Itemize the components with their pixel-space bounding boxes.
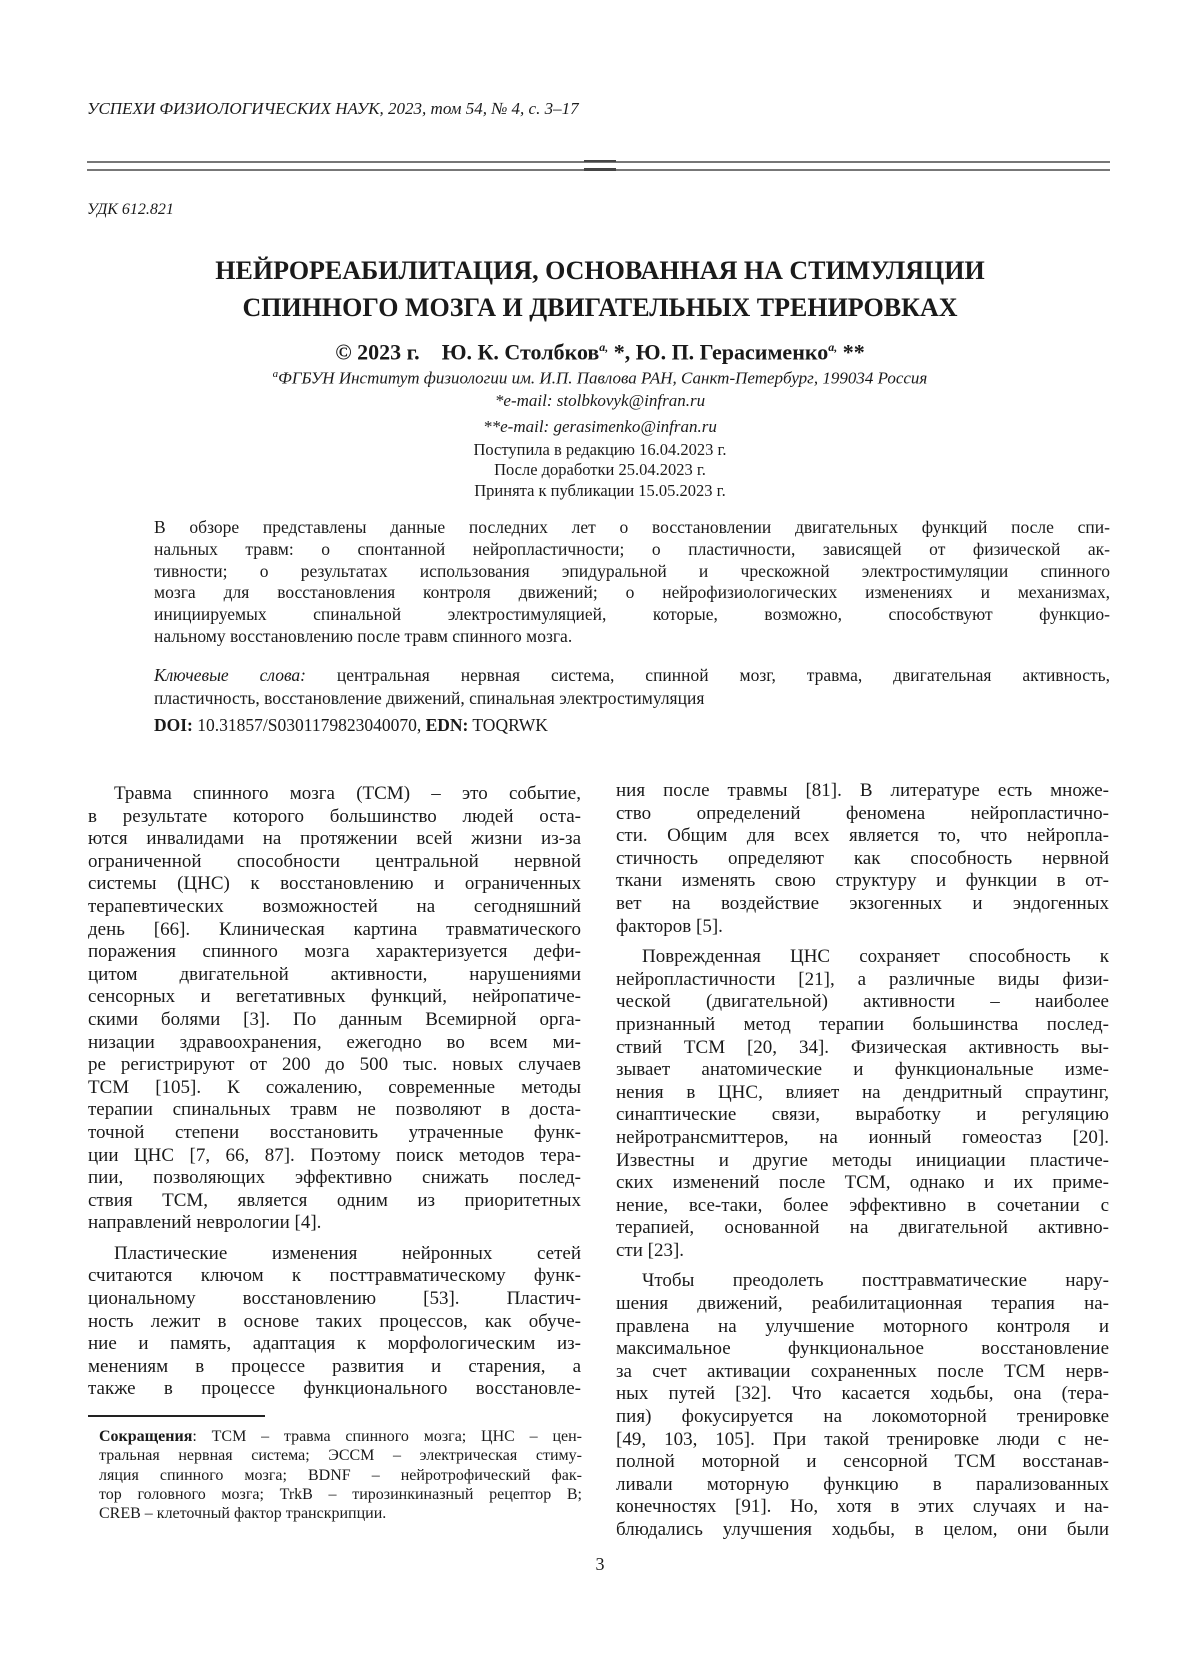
paragraph bbox=[616, 946, 1109, 1262]
text-line: Чтобы преодолеть посттравматические нару- bbox=[616, 1270, 1109, 1293]
keywords bbox=[154, 664, 1110, 710]
text-line: считаются ключом к посттравматическому функ- bbox=[88, 1265, 581, 1288]
text-line: вет на воздействие экзогенных и эндогенных bbox=[616, 893, 1109, 916]
text-line: ре регистрируют от 200 до 500 тыс. новых случаев bbox=[88, 1054, 581, 1077]
author-email[interactable]: *e-mail: stolbkovyk@infran.ru bbox=[0, 389, 1200, 413]
text-line: шения движений, реабилитационная терапия на- bbox=[616, 1293, 1109, 1316]
paragraph bbox=[616, 780, 1109, 938]
abstract-line: инициируемых спинальной электростимуляцией, которые, возможно, способствуют функцио- bbox=[154, 604, 1110, 626]
text-line: сенсорных и вегетативных функций, нейропатиче- bbox=[88, 986, 581, 1009]
footnote-line: тор головного мозга; TrkB – тирозинкиназный рецептор B; bbox=[99, 1485, 582, 1504]
keywords-label: Ключевые слова: bbox=[154, 665, 306, 685]
text-line: цитом двигательной активности, нарушениями bbox=[88, 964, 581, 987]
text-line: ство определений феномена нейропластично- bbox=[616, 803, 1109, 826]
text-line: факторов [5]. bbox=[616, 916, 1109, 939]
footnote-rule bbox=[88, 1415, 265, 1417]
text-line: ческой (двигательной) активности – наиболее bbox=[616, 991, 1109, 1014]
text-line: терапии спинальных травм не позволяют в доста- bbox=[88, 1099, 581, 1122]
text-line: зывает анатомические и функциональные изме- bbox=[616, 1059, 1109, 1082]
text-line: Поврежденная ЦНС сохраняет способность к bbox=[616, 946, 1109, 969]
footnote bbox=[99, 1427, 582, 1523]
text-line: направлений неврологии [4]. bbox=[88, 1212, 581, 1235]
edn-value: TOQRWK bbox=[468, 715, 548, 735]
paragraph bbox=[88, 1243, 581, 1401]
text-line: ТСМ [105]. К сожалению, современные методы bbox=[88, 1077, 581, 1100]
received-date: Поступила в редакцию 16.04.2023 г. bbox=[0, 440, 1200, 460]
revised-date: После доработки 25.04.2023 г. bbox=[0, 460, 1200, 480]
email-marker: ** bbox=[837, 339, 865, 364]
text-line: ткани изменять свою структуру и функции в от- bbox=[616, 870, 1109, 893]
text-line: стичность определяют как способность нервной bbox=[616, 848, 1109, 871]
text-line: Травма спинного мозга (ТСМ) – это событие, bbox=[88, 783, 581, 806]
paragraph bbox=[616, 1270, 1109, 1541]
edn-label: EDN: bbox=[426, 715, 469, 735]
text-line: правлена на улучшение моторного контроля и bbox=[616, 1316, 1109, 1339]
text-line: пии, позволяющих эффективно снижать послед- bbox=[88, 1167, 581, 1190]
udk-code: УДК 612.821 bbox=[87, 198, 174, 222]
copyright: © 2023 г. bbox=[335, 339, 419, 364]
header-rule-mark bbox=[584, 160, 616, 171]
text-line: также в процессе функционального восстановле- bbox=[88, 1378, 581, 1401]
author-name: Ю. К. Столбков bbox=[442, 339, 600, 364]
affil-marker: a, bbox=[599, 340, 608, 354]
footnote-text: : ТСМ – травма спинного мозга; ЦНС – цен- bbox=[192, 1428, 582, 1445]
title-line: НЕЙРОРЕАБИЛИТАЦИЯ, ОСНОВАННАЯ НА СТИМУЛЯЦИИ bbox=[0, 252, 1200, 289]
text-line: ются инвалидами на протяжении всей жизни из-за bbox=[88, 828, 581, 851]
affiliation bbox=[0, 362, 1200, 391]
keywords-line bbox=[154, 664, 1110, 687]
doi-label: DOI: bbox=[154, 715, 193, 735]
right-column bbox=[616, 780, 1109, 1550]
accepted-date: Принята к публикации 15.05.2023 г. bbox=[0, 481, 1200, 501]
text-line: точной степени восстановить утраченные функ- bbox=[88, 1122, 581, 1145]
keywords-line: пластичность, восстановление движений, спинальная электростимуляция bbox=[154, 687, 1110, 710]
keywords-text: центральная нервная система, спинной мозг, травма, двигательная активность, bbox=[306, 665, 1110, 685]
text-line: ность лежит в основе таких процессов, как обуче- bbox=[88, 1311, 581, 1334]
email-marker: *, bbox=[608, 339, 630, 364]
affil-marker: a, bbox=[828, 340, 837, 354]
text-line: сти. Общим для всех является то, что нейропла- bbox=[616, 825, 1109, 848]
abstract bbox=[154, 517, 1110, 648]
text-line: [49, 103, 105]. При такой тренировке люди с не- bbox=[616, 1429, 1109, 1452]
footnote-label: Сокращения bbox=[99, 1428, 192, 1445]
text-line: ние и память, адаптация к морфологическим из- bbox=[88, 1333, 581, 1356]
text-line: сти [23]. bbox=[616, 1240, 1109, 1263]
author-email[interactable]: **e-mail: gerasimenko@infran.ru bbox=[0, 415, 1200, 439]
text-line: нение, все-таки, более эффективно в сочетании с bbox=[616, 1195, 1109, 1218]
text-line: Известны и другие методы инициации пластиче- bbox=[616, 1150, 1109, 1173]
affiliation-text: ФГБУН Институт физиологии им. И.П. Павлова РАН, Санкт-Петербург, 199034 Россия bbox=[278, 369, 927, 388]
author-name: Ю. П. Герасименко bbox=[636, 339, 828, 364]
text-line: нейротрансмиттеров, на ионный гомеостаз [20]. bbox=[616, 1127, 1109, 1150]
text-line: ских изменений после ТСМ, однако и их приме- bbox=[616, 1172, 1109, 1195]
text-line: признанный метод терапии большинства послед- bbox=[616, 1014, 1109, 1037]
doi-line bbox=[154, 713, 548, 737]
text-line: за счет активации сохраненных после ТСМ нерв- bbox=[616, 1361, 1109, 1384]
authors-line bbox=[0, 334, 1200, 365]
abstract-line: тивности; о результатах использования эпидуральной и чрескожной электростимуляции спинного bbox=[154, 561, 1110, 583]
text-line: ния после травмы [81]. В литературе есть множе- bbox=[616, 780, 1109, 803]
text-line: низации здравоохранения, ежегодно во всем ми- bbox=[88, 1032, 581, 1055]
abstract-line: мозга для восстановления контроля движений; о нейрофизиологических изменениях и механизмах, bbox=[154, 582, 1110, 604]
article-title bbox=[0, 252, 1200, 326]
text-line: пия) фокусируется на локомоторной тренировке bbox=[616, 1406, 1109, 1429]
text-line: ограниченной способности центральной нервной bbox=[88, 851, 581, 874]
abstract-line: нальных травм: о спонтанной нейропластичности; о пластичности, зависящей от физической ак- bbox=[154, 539, 1110, 561]
abstract-line: В обзоре представлены данные последних лет о восстановлении двигательных функций после спи- bbox=[154, 517, 1110, 539]
text-line: ции ЦНС [7, 66, 87]. Поэтому поиск методов тера- bbox=[88, 1145, 581, 1168]
text-line: ливали моторную функцию в парализованных bbox=[616, 1474, 1109, 1497]
text-line: синаптические связи, выработку и регуляцию bbox=[616, 1104, 1109, 1127]
left-column bbox=[88, 783, 581, 1409]
text-line: ствий ТСМ [20, 34]. Физическая активность вы- bbox=[616, 1037, 1109, 1060]
text-line: максимальное функциональное восстановление bbox=[616, 1338, 1109, 1361]
text-line: терапией, основанной на двигательной активно- bbox=[616, 1217, 1109, 1240]
journal-header: УСПЕХИ ФИЗИОЛОГИЧЕСКИХ НАУК, 2023, том 54, № 4, с. 3–17 bbox=[87, 97, 579, 121]
page-number: 3 bbox=[0, 1552, 1200, 1576]
text-line: скими болями [3]. По данным Всемирной орга- bbox=[88, 1009, 581, 1032]
doi-value[interactable]: 10.31857/S0301179823040070, bbox=[193, 715, 426, 735]
text-line: ных путей [32]. Что касается ходьбы, она (тера- bbox=[616, 1383, 1109, 1406]
text-line: ствия ТСМ, является одним из приоритетных bbox=[88, 1190, 581, 1213]
text-line: в результате которого большинство людей оста- bbox=[88, 806, 581, 829]
text-line: конечностях [91]. Но, хотя в этих случаях и на- bbox=[616, 1496, 1109, 1519]
text-line: терапевтических возможностей на сегодняшний bbox=[88, 896, 581, 919]
title-line: СПИННОГО МОЗГА И ДВИГАТЕЛЬНЫХ ТРЕНИРОВКАХ bbox=[0, 289, 1200, 326]
text-line: нения в ЦНС, влияет на дендритный спраутинг, bbox=[616, 1082, 1109, 1105]
text-line: поражения спинного мозга характеризуется дефи- bbox=[88, 941, 581, 964]
paragraph bbox=[88, 783, 581, 1235]
footnote-line: ляция спинного мозга; BDNF – нейротрофический фак- bbox=[99, 1466, 582, 1485]
text-line: системы (ЦНС) к восстановлению и ограниченных bbox=[88, 873, 581, 896]
text-line: циональному восстановлению [53]. Пластич- bbox=[88, 1288, 581, 1311]
affil-marker: a bbox=[273, 368, 279, 380]
footnote-line: CREB – клеточный фактор транскрипции. bbox=[99, 1504, 582, 1523]
text-line: нейропластичности [21], а различные виды физи- bbox=[616, 969, 1109, 992]
text-line: менениям в процессе развития и старения, а bbox=[88, 1356, 581, 1379]
text-line: блюдались улучшения ходьбы, в целом, они были bbox=[616, 1519, 1109, 1542]
text-line: Пластические изменения нейронных сетей bbox=[88, 1243, 581, 1266]
footnote-line: тральная нервная система; ЭССМ – электрическая стиму- bbox=[99, 1446, 582, 1465]
abstract-line: нальному восстановлению после травм спинного мозга. bbox=[154, 626, 1110, 648]
text-line: день [66]. Клиническая картина травматического bbox=[88, 919, 581, 942]
text-line: полной моторной и сенсорной ТСМ восстанав- bbox=[616, 1451, 1109, 1474]
footnote-line bbox=[99, 1427, 582, 1446]
